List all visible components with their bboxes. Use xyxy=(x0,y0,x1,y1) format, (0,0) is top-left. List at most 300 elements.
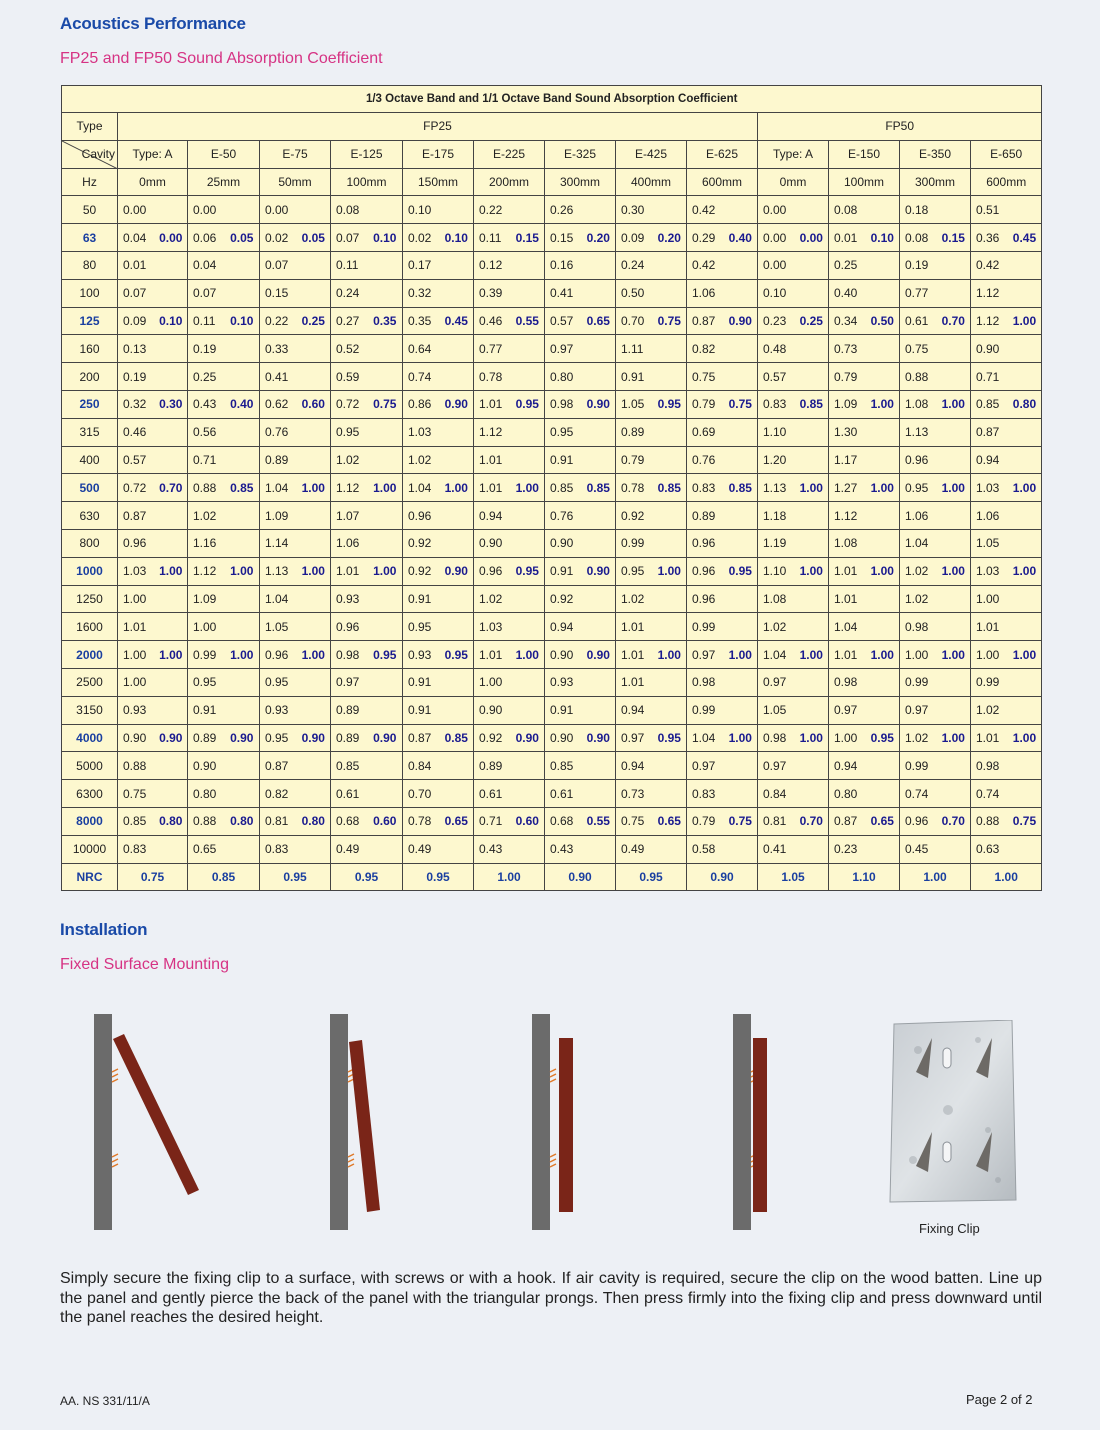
octave-spacer xyxy=(866,613,900,641)
third-octave-value: 0.96 xyxy=(118,529,155,557)
octave-spacer xyxy=(582,363,616,391)
third-octave-value: 0.98 xyxy=(829,668,866,696)
third-octave-value: 0.89 xyxy=(260,446,297,474)
wall xyxy=(532,1014,550,1230)
octave-spacer xyxy=(297,446,331,474)
third-octave-value: 0.90 xyxy=(545,641,582,669)
third-octave-value: 0.98 xyxy=(758,724,795,752)
octave-value: 1.00 xyxy=(937,724,971,752)
octave-value: 0.95 xyxy=(511,557,545,585)
octave-value: 0.90 xyxy=(582,557,616,585)
octave-spacer xyxy=(440,668,474,696)
absorption-table xyxy=(61,85,1042,891)
third-octave-value: 1.14 xyxy=(260,529,297,557)
octave-value: 0.35 xyxy=(368,307,403,335)
table-row xyxy=(62,752,1042,780)
nrc-value: 0.95 xyxy=(616,863,687,891)
cavity-depth-header: 150mm xyxy=(403,168,474,196)
third-octave-value: 0.76 xyxy=(545,502,582,530)
third-octave-value: 0.62 xyxy=(260,390,297,418)
octave-spacer xyxy=(653,696,687,724)
third-octave-value: 0.78 xyxy=(403,807,440,835)
frequency-cell: 63 xyxy=(62,224,118,252)
third-octave-value: 0.57 xyxy=(545,307,582,335)
third-octave-value: 1.00 xyxy=(118,641,155,669)
third-octave-value: 1.05 xyxy=(758,696,795,724)
third-octave-value: 1.10 xyxy=(758,557,795,585)
table-row xyxy=(62,474,1042,502)
third-octave-value: 0.90 xyxy=(118,724,155,752)
cavity-depth-header: 200mm xyxy=(474,168,545,196)
table-row xyxy=(62,696,1042,724)
third-octave-value: 0.95 xyxy=(188,668,225,696)
third-octave-value: 0.99 xyxy=(900,668,937,696)
third-octave-value: 1.00 xyxy=(971,585,1008,613)
octave-spacer xyxy=(440,418,474,446)
mount-type-header: E-125 xyxy=(331,140,403,168)
third-octave-value: 0.64 xyxy=(403,335,440,363)
third-octave-value: 0.97 xyxy=(331,668,368,696)
third-octave-value: 0.77 xyxy=(900,279,937,307)
third-octave-value: 0.24 xyxy=(331,279,368,307)
octave-spacer xyxy=(795,529,829,557)
table-row xyxy=(62,251,1042,279)
octave-spacer xyxy=(155,502,188,530)
third-octave-value: 0.19 xyxy=(188,335,225,363)
third-octave-value: 0.11 xyxy=(188,307,225,335)
octave-value: 0.65 xyxy=(582,307,616,335)
octave-spacer xyxy=(582,279,616,307)
third-octave-value: 0.91 xyxy=(616,363,653,391)
third-octave-value: 0.83 xyxy=(687,780,724,808)
octave-value: 0.85 xyxy=(724,474,758,502)
third-octave-value: 0.94 xyxy=(474,502,511,530)
octave-value: 1.00 xyxy=(795,557,829,585)
frequency-cell: 1600 xyxy=(62,613,118,641)
mount-type-header: E-175 xyxy=(403,140,474,168)
cavity-depth-header: 100mm xyxy=(331,168,403,196)
octave-spacer xyxy=(795,780,829,808)
octave-spacer xyxy=(155,251,188,279)
octave-spacer xyxy=(653,502,687,530)
octave-value: 1.00 xyxy=(866,641,900,669)
third-octave-value: 1.05 xyxy=(260,613,297,641)
table-row xyxy=(62,668,1042,696)
third-octave-value: 1.01 xyxy=(829,557,866,585)
octave-spacer xyxy=(511,752,545,780)
third-octave-value: 0.85 xyxy=(545,474,582,502)
cavity-depth-header: 400mm xyxy=(616,168,687,196)
mount-type-header: Type: A xyxy=(758,140,829,168)
third-octave-value: 0.89 xyxy=(188,724,225,752)
table-row xyxy=(62,780,1042,808)
nrc-label: NRC xyxy=(62,863,118,891)
hz-header: Hz xyxy=(62,168,118,196)
octave-value: 1.00 xyxy=(297,557,331,585)
octave-spacer xyxy=(582,668,616,696)
cavity-depth-header: 50mm xyxy=(260,168,331,196)
third-octave-value: 0.98 xyxy=(687,668,724,696)
octave-spacer xyxy=(653,196,687,224)
octave-value: 1.00 xyxy=(1008,557,1042,585)
octave-value: 0.20 xyxy=(653,224,687,252)
octave-value: 1.00 xyxy=(440,474,474,502)
octave-spacer xyxy=(937,363,971,391)
octave-spacer xyxy=(582,251,616,279)
third-octave-value: 0.79 xyxy=(687,807,724,835)
octave-spacer xyxy=(225,418,260,446)
octave-spacer xyxy=(937,668,971,696)
third-octave-value: 0.82 xyxy=(260,780,297,808)
octave-spacer xyxy=(297,363,331,391)
octave-spacer xyxy=(937,613,971,641)
octave-value: 0.65 xyxy=(653,807,687,835)
octave-spacer xyxy=(795,668,829,696)
octave-spacer xyxy=(225,529,260,557)
third-octave-value: 0.96 xyxy=(474,557,511,585)
third-octave-value: 0.95 xyxy=(545,418,582,446)
octave-spacer xyxy=(724,752,758,780)
octave-spacer xyxy=(582,780,616,808)
octave-value: 0.90 xyxy=(582,641,616,669)
third-octave-value: 0.85 xyxy=(331,752,368,780)
fixing-clip-caption: Fixing Clip xyxy=(919,1221,980,1236)
third-octave-value: 0.91 xyxy=(403,585,440,613)
third-octave-value: 0.02 xyxy=(260,224,297,252)
cavity-depth-header: 300mm xyxy=(545,168,616,196)
third-octave-value: 1.01 xyxy=(971,724,1008,752)
octave-value: 0.60 xyxy=(368,807,403,835)
third-octave-value: 0.70 xyxy=(403,780,440,808)
third-octave-value: 0.23 xyxy=(758,307,795,335)
third-octave-value: 1.16 xyxy=(188,529,225,557)
third-octave-value: 0.97 xyxy=(758,752,795,780)
third-octave-value: 0.77 xyxy=(474,335,511,363)
octave-spacer xyxy=(368,279,403,307)
octave-spacer xyxy=(866,752,900,780)
third-octave-value: 1.12 xyxy=(331,474,368,502)
octave-spacer xyxy=(1008,251,1042,279)
third-octave-value: 0.79 xyxy=(829,363,866,391)
octave-value: 1.00 xyxy=(795,474,829,502)
octave-value: 1.00 xyxy=(724,641,758,669)
third-octave-value: 1.00 xyxy=(474,668,511,696)
third-octave-value: 0.00 xyxy=(758,251,795,279)
octave-spacer xyxy=(368,529,403,557)
octave-spacer xyxy=(297,613,331,641)
third-octave-value: 0.90 xyxy=(474,696,511,724)
octave-spacer xyxy=(440,363,474,391)
third-octave-value: 0.94 xyxy=(545,613,582,641)
third-octave-value: 0.91 xyxy=(545,446,582,474)
third-octave-value: 0.00 xyxy=(758,224,795,252)
octave-spacer xyxy=(440,335,474,363)
octave-value: 0.25 xyxy=(297,307,331,335)
octave-spacer xyxy=(653,335,687,363)
octave-value: 0.75 xyxy=(653,307,687,335)
third-octave-value: 0.84 xyxy=(403,752,440,780)
octave-spacer xyxy=(724,585,758,613)
third-octave-value: 0.93 xyxy=(260,696,297,724)
octave-spacer xyxy=(368,613,403,641)
third-octave-value: 0.09 xyxy=(118,307,155,335)
cavity-depth-header: 0mm xyxy=(118,168,188,196)
third-octave-value: 0.10 xyxy=(758,279,795,307)
frequency-cell: 100 xyxy=(62,279,118,307)
third-octave-value: 0.08 xyxy=(331,196,368,224)
third-octave-value: 1.13 xyxy=(260,557,297,585)
table-row xyxy=(62,835,1042,863)
octave-value: 0.90 xyxy=(582,724,616,752)
frequency-cell: 10000 xyxy=(62,835,118,863)
third-octave-value: 1.09 xyxy=(829,390,866,418)
octave-spacer xyxy=(937,446,971,474)
third-octave-value: 0.96 xyxy=(687,529,724,557)
octave-spacer xyxy=(440,696,474,724)
third-octave-value: 0.22 xyxy=(474,196,511,224)
octave-spacer xyxy=(937,780,971,808)
table-row xyxy=(62,390,1042,418)
octave-spacer xyxy=(297,696,331,724)
third-octave-value: 1.11 xyxy=(616,335,653,363)
octave-spacer xyxy=(795,279,829,307)
third-octave-value: 0.84 xyxy=(758,780,795,808)
third-octave-value: 0.96 xyxy=(403,502,440,530)
octave-spacer xyxy=(724,418,758,446)
section-title-acoustics: Acoustics Performance xyxy=(60,14,246,33)
octave-spacer xyxy=(653,613,687,641)
frequency-cell: 6300 xyxy=(62,780,118,808)
octave-spacer xyxy=(724,502,758,530)
third-octave-value: 0.85 xyxy=(118,807,155,835)
third-octave-value: 1.06 xyxy=(687,279,724,307)
octave-spacer xyxy=(724,668,758,696)
octave-spacer xyxy=(155,529,188,557)
octave-spacer xyxy=(724,835,758,863)
third-octave-value: 1.03 xyxy=(118,557,155,585)
octave-spacer xyxy=(1008,696,1042,724)
third-octave-value: 1.01 xyxy=(474,641,511,669)
octave-spacer xyxy=(866,585,900,613)
octave-spacer xyxy=(297,418,331,446)
octave-value: 1.00 xyxy=(866,474,900,502)
third-octave-value: 0.89 xyxy=(331,724,368,752)
third-octave-value: 0.97 xyxy=(900,696,937,724)
octave-value: 0.95 xyxy=(653,390,687,418)
octave-spacer xyxy=(511,196,545,224)
octave-value: 0.55 xyxy=(511,307,545,335)
third-octave-value: 0.75 xyxy=(687,363,724,391)
mount-type-header: E-425 xyxy=(616,140,687,168)
third-octave-value: 1.02 xyxy=(331,446,368,474)
third-octave-value: 1.02 xyxy=(971,696,1008,724)
octave-spacer xyxy=(511,835,545,863)
octave-value: 0.85 xyxy=(795,390,829,418)
third-octave-value: 0.63 xyxy=(971,835,1008,863)
third-octave-value: 1.20 xyxy=(758,446,795,474)
octave-spacer xyxy=(297,529,331,557)
third-octave-value: 0.89 xyxy=(474,752,511,780)
third-octave-value: 0.51 xyxy=(971,196,1008,224)
octave-spacer xyxy=(155,780,188,808)
octave-value: 0.45 xyxy=(1008,224,1042,252)
table-row xyxy=(62,363,1042,391)
octave-value: 0.90 xyxy=(440,390,474,418)
third-octave-value: 0.15 xyxy=(260,279,297,307)
octave-spacer xyxy=(582,418,616,446)
third-octave-value: 0.79 xyxy=(616,446,653,474)
third-octave-value: 0.72 xyxy=(331,390,368,418)
third-octave-value: 0.88 xyxy=(971,807,1008,835)
octave-value: 0.90 xyxy=(440,557,474,585)
clip-prong-icon xyxy=(112,1069,118,1167)
third-octave-value: 1.00 xyxy=(188,613,225,641)
octave-value: 1.00 xyxy=(653,557,687,585)
octave-spacer xyxy=(795,835,829,863)
third-octave-value: 1.04 xyxy=(403,474,440,502)
fixing-clip-image xyxy=(888,1020,1018,1204)
octave-value: 1.00 xyxy=(155,641,188,669)
octave-spacer xyxy=(511,668,545,696)
octave-value: 1.00 xyxy=(297,474,331,502)
octave-spacer xyxy=(511,502,545,530)
wall xyxy=(330,1014,348,1230)
third-octave-value: 0.57 xyxy=(118,446,155,474)
third-octave-value: 0.99 xyxy=(687,613,724,641)
third-octave-value: 1.18 xyxy=(758,502,795,530)
third-octave-value: 1.12 xyxy=(971,279,1008,307)
octave-value: 1.00 xyxy=(653,641,687,669)
third-octave-value: 0.90 xyxy=(545,529,582,557)
third-octave-value: 0.98 xyxy=(545,390,582,418)
octave-spacer xyxy=(653,363,687,391)
third-octave-value: 0.61 xyxy=(331,780,368,808)
octave-spacer xyxy=(1008,752,1042,780)
third-octave-value: 0.93 xyxy=(118,696,155,724)
third-octave-value: 1.12 xyxy=(474,418,511,446)
octave-spacer xyxy=(866,196,900,224)
third-octave-value: 0.83 xyxy=(687,474,724,502)
third-octave-value: 0.49 xyxy=(616,835,653,863)
nrc-value: 1.00 xyxy=(474,863,545,891)
octave-value: 0.95 xyxy=(511,390,545,418)
third-octave-value: 0.19 xyxy=(118,363,155,391)
octave-value: 1.00 xyxy=(724,724,758,752)
frequency-cell: 50 xyxy=(62,196,118,224)
octave-spacer xyxy=(937,529,971,557)
third-octave-value: 0.78 xyxy=(474,363,511,391)
third-octave-value: 0.96 xyxy=(331,613,368,641)
third-octave-value: 1.05 xyxy=(971,529,1008,557)
third-octave-value: 0.00 xyxy=(758,196,795,224)
frequency-cell: 200 xyxy=(62,363,118,391)
table-row xyxy=(62,418,1042,446)
octave-spacer xyxy=(440,196,474,224)
third-octave-value: 0.90 xyxy=(188,752,225,780)
third-octave-value: 0.79 xyxy=(687,390,724,418)
third-octave-value: 0.15 xyxy=(545,224,582,252)
third-octave-value: 0.65 xyxy=(188,835,225,863)
mount-type-header: Type: A xyxy=(118,140,188,168)
octave-spacer xyxy=(653,446,687,474)
octave-spacer xyxy=(225,251,260,279)
octave-spacer xyxy=(795,251,829,279)
mount-type-header: E-650 xyxy=(971,140,1042,168)
octave-spacer xyxy=(1008,502,1042,530)
third-octave-value: 1.03 xyxy=(971,557,1008,585)
octave-spacer xyxy=(440,529,474,557)
octave-value: 0.15 xyxy=(937,224,971,252)
third-octave-value: 0.72 xyxy=(118,474,155,502)
third-octave-value: 0.95 xyxy=(900,474,937,502)
third-octave-value: 0.91 xyxy=(403,696,440,724)
octave-spacer xyxy=(1008,446,1042,474)
third-octave-value: 1.01 xyxy=(616,613,653,641)
third-octave-value: 1.12 xyxy=(188,557,225,585)
nrc-value: 1.05 xyxy=(758,863,829,891)
third-octave-value: 0.81 xyxy=(260,807,297,835)
octave-value: 1.00 xyxy=(368,474,403,502)
nrc-value: 0.90 xyxy=(545,863,616,891)
octave-spacer xyxy=(1008,835,1042,863)
octave-spacer xyxy=(653,585,687,613)
third-octave-value: 0.74 xyxy=(403,363,440,391)
third-octave-value: 0.68 xyxy=(331,807,368,835)
octave-spacer xyxy=(724,446,758,474)
cavity-depth-header: 100mm xyxy=(829,168,900,196)
third-octave-value: 0.90 xyxy=(474,529,511,557)
octave-spacer xyxy=(866,502,900,530)
mount-type-header: E-75 xyxy=(260,140,331,168)
table-row xyxy=(62,279,1042,307)
third-octave-value: 1.01 xyxy=(616,641,653,669)
third-octave-value: 1.04 xyxy=(900,529,937,557)
third-octave-value: 1.02 xyxy=(758,613,795,641)
octave-spacer xyxy=(155,835,188,863)
third-octave-value: 0.75 xyxy=(900,335,937,363)
third-octave-value: 0.71 xyxy=(971,363,1008,391)
octave-spacer xyxy=(511,585,545,613)
octave-value: 0.95 xyxy=(653,724,687,752)
octave-value: 0.80 xyxy=(1008,390,1042,418)
third-octave-value: 1.02 xyxy=(900,557,937,585)
octave-value: 1.00 xyxy=(937,557,971,585)
mounting-step-3-diagram xyxy=(530,1012,590,1234)
octave-value: 0.85 xyxy=(653,474,687,502)
third-octave-value: 1.04 xyxy=(260,474,297,502)
third-octave-value: 1.00 xyxy=(829,724,866,752)
table-row xyxy=(62,446,1042,474)
octave-value: 1.00 xyxy=(1008,307,1042,335)
third-octave-value: 1.02 xyxy=(403,446,440,474)
frequency-cell: 1000 xyxy=(62,557,118,585)
octave-value: 0.75 xyxy=(724,807,758,835)
third-octave-value: 0.68 xyxy=(545,807,582,835)
octave-spacer xyxy=(368,446,403,474)
third-octave-value: 0.97 xyxy=(545,335,582,363)
nrc-value: 1.00 xyxy=(900,863,971,891)
octave-value: 0.90 xyxy=(724,307,758,335)
octave-spacer xyxy=(866,780,900,808)
octave-value: 0.60 xyxy=(297,390,331,418)
third-octave-value: 0.25 xyxy=(829,251,866,279)
third-octave-value: 1.02 xyxy=(474,585,511,613)
octave-spacer xyxy=(653,251,687,279)
octave-value: 0.10 xyxy=(155,307,188,335)
third-octave-value: 0.17 xyxy=(403,251,440,279)
octave-value: 1.00 xyxy=(297,641,331,669)
third-octave-value: 0.71 xyxy=(474,807,511,835)
